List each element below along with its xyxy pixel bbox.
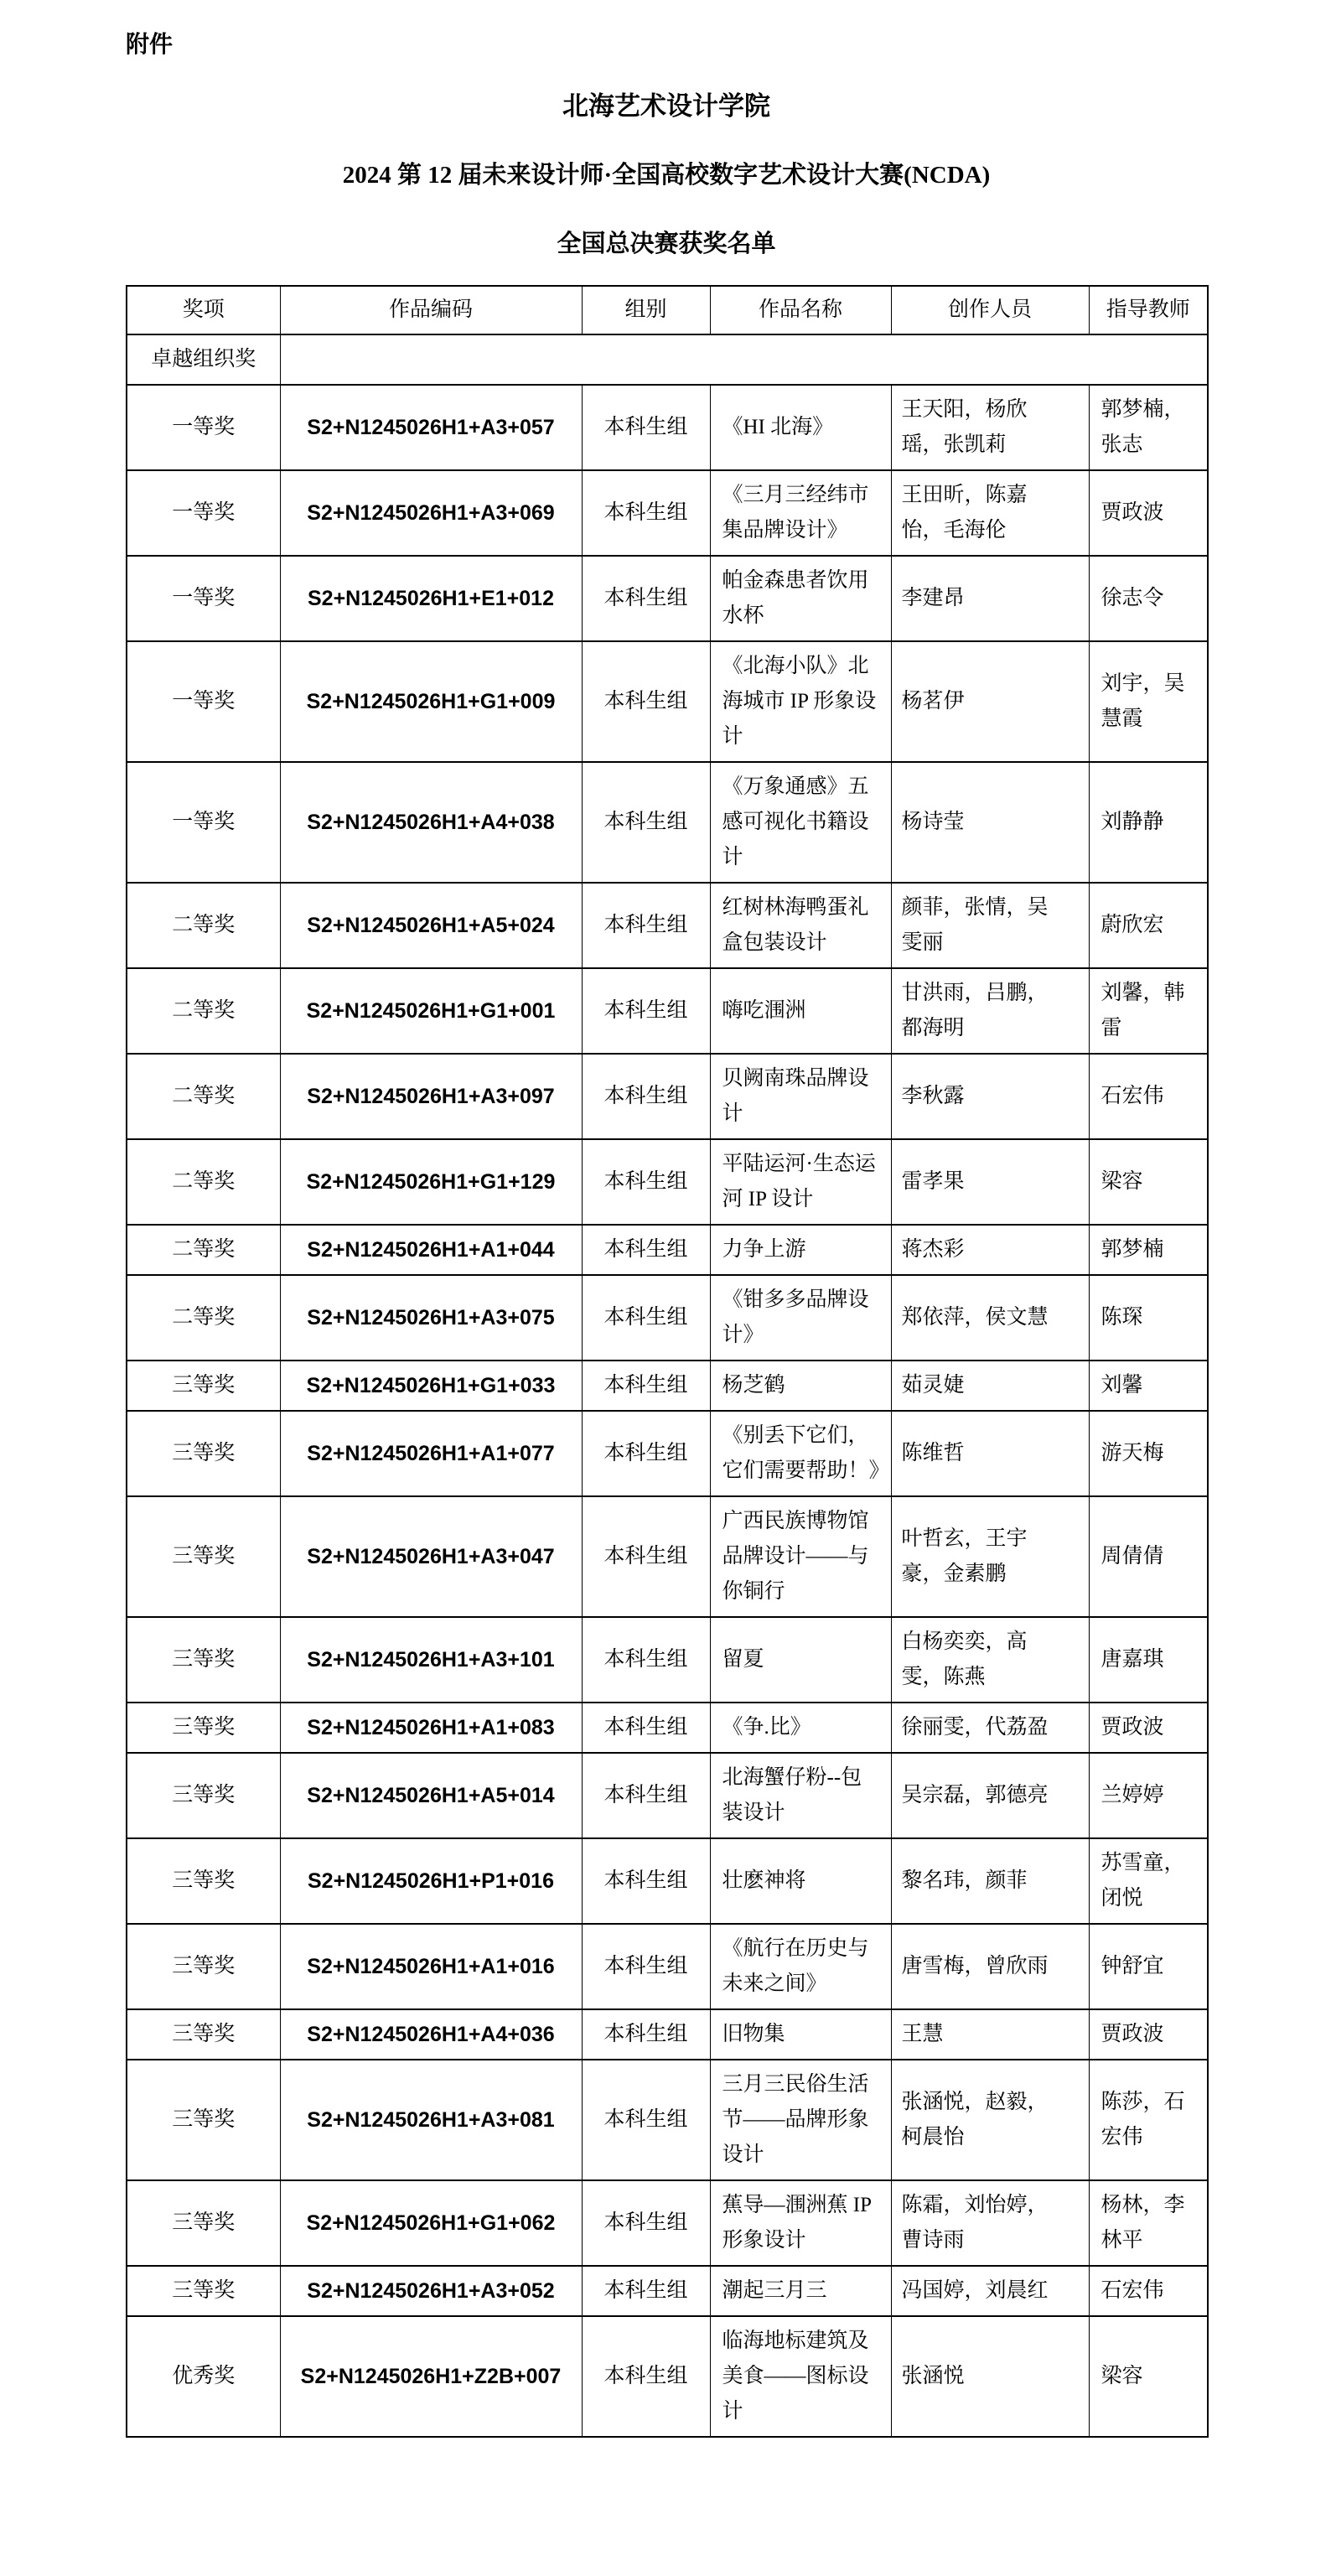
award-cell: 二等奖: [127, 1225, 280, 1275]
work-cell: 蕉导—涠洲蕉 IP 形象设计: [710, 2180, 891, 2266]
work-cell: 旧物集: [710, 2009, 891, 2060]
group-cell: 本科生组: [582, 2316, 710, 2437]
code-cell: S2+N1245026H1+A3+081: [280, 2060, 582, 2180]
work-cell: 嗨吃涠洲: [710, 968, 891, 1054]
teachers-cell: 梁容: [1089, 1139, 1208, 1225]
awards-table: [126, 285, 1209, 2438]
column-header-code: 作品编码: [280, 286, 582, 334]
teachers-cell: 陈琛: [1089, 1275, 1208, 1361]
creators-cell: 白杨奕奕，高雯，陈燕: [891, 1617, 1089, 1703]
group-cell: 本科生组: [582, 1838, 710, 1924]
table-row: [127, 470, 1208, 556]
award-cell: 一等奖: [127, 762, 280, 883]
code-cell: S2+N1245026H1+A3+047: [280, 1496, 582, 1617]
creators-cell: 雷孝果: [891, 1139, 1089, 1225]
creators-cell: 王田昕，陈嘉怡，毛海伦: [891, 470, 1089, 556]
doc-title-competition: 2024 第 12 届未来设计师·全国高校数字艺术设计大赛(NCDA): [342, 162, 991, 189]
work-cell: 临海地标建筑及美食——图标设计: [710, 2316, 891, 2437]
code-cell: S2+N1245026H1+G1+062: [280, 2180, 582, 2266]
teachers-cell: 梁容: [1089, 2316, 1208, 2437]
work-cell: 帕金森患者饮用水杯: [710, 556, 891, 641]
code-cell: S2+N1245026H1+A3+069: [280, 470, 582, 556]
creators-cell: 黎名玮，颜菲: [891, 1838, 1089, 1924]
creators-cell: 陈霜，刘怡婷，曹诗雨: [891, 2180, 1089, 2266]
teachers-cell: 贾政波: [1089, 2009, 1208, 2060]
table-row: [127, 2316, 1208, 2437]
code-cell: S2+N1245026H1+A1+044: [280, 1225, 582, 1275]
award-cell: 一等奖: [127, 385, 280, 470]
creators-cell: 茹灵婕: [891, 1361, 1089, 1411]
creators-cell: 王天阳，杨欣瑶，张凯莉: [891, 385, 1089, 470]
code-cell: S2+N1245026H1+A3+097: [280, 1054, 582, 1139]
column-header-work: 作品名称: [710, 286, 891, 334]
table-row: [127, 1617, 1208, 1703]
award-cell: 二等奖: [127, 883, 280, 968]
table-row: [127, 2060, 1208, 2180]
group-cell: 本科生组: [582, 1225, 710, 1275]
group-cell: 本科生组: [582, 883, 710, 968]
code-cell: S2+N1245026H1+A5+024: [280, 883, 582, 968]
code-cell: S2+N1245026H1+A1+016: [280, 1924, 582, 2009]
creators-cell: 颜菲，张情，吴雯丽: [891, 883, 1089, 968]
creators-cell: 蒋杰彩: [891, 1225, 1089, 1275]
teachers-cell: 唐嘉琪: [1089, 1617, 1208, 1703]
award-cell: 二等奖: [127, 1275, 280, 1361]
teachers-cell: 石宏伟: [1089, 2266, 1208, 2316]
creators-cell: 吴宗磊，郭德亮: [891, 1753, 1089, 1838]
code-cell: S2+N1245026H1+G1+009: [280, 641, 582, 762]
award-cell: 三等奖: [127, 2266, 280, 2316]
table-row: [127, 1361, 1208, 1411]
group-cell: 本科生组: [582, 1361, 710, 1411]
code-cell: S2+N1245026H1+A3+075: [280, 1275, 582, 1361]
teachers-cell: 郭梦楠，张志: [1089, 385, 1208, 470]
award-cell: 三等奖: [127, 1361, 280, 1411]
award-cell: 三等奖: [127, 1496, 280, 1617]
award-cell: 二等奖: [127, 1139, 280, 1225]
code-cell: S2+N1245026H1+A3+052: [280, 2266, 582, 2316]
teachers-cell: 徐志令: [1089, 556, 1208, 641]
group-cell: 本科生组: [582, 1496, 710, 1617]
table-row: [127, 1924, 1208, 2009]
award-cell: 三等奖: [127, 1703, 280, 1753]
work-cell: 潮起三月三: [710, 2266, 891, 2316]
work-cell: 《别丢下它们，它们需要帮助！》: [710, 1411, 891, 1496]
creators-cell: 冯国婷，刘晨红: [891, 2266, 1089, 2316]
award-cell: 三等奖: [127, 1924, 280, 2009]
teachers-cell: 蔚欣宏: [1089, 883, 1208, 968]
creators-cell: 李秋露: [891, 1054, 1089, 1139]
teachers-cell: 刘馨，韩雷: [1089, 968, 1208, 1054]
teachers-cell: 石宏伟: [1089, 1054, 1208, 1139]
work-cell: 红树林海鸭蛋礼盒包装设计: [710, 883, 891, 968]
work-cell: 《HI 北海》: [710, 385, 891, 470]
group-cell: 本科生组: [582, 641, 710, 762]
award-cell: 三等奖: [127, 2009, 280, 2060]
table-body: [127, 334, 1208, 2437]
code-cell: S2+N1245026H1+E1+012: [280, 556, 582, 641]
work-cell: 《钳多多品牌设计》: [710, 1275, 891, 1361]
code-cell: S2+N1245026H1+G1+033: [280, 1361, 582, 1411]
table-row: [127, 1054, 1208, 1139]
creators-cell: 王慧: [891, 2009, 1089, 2060]
doc-title-list: 全国总决赛获奖名单: [557, 231, 776, 257]
teachers-cell: 贾政波: [1089, 1703, 1208, 1753]
group-cell: 本科生组: [582, 1703, 710, 1753]
work-cell: 力争上游: [710, 1225, 891, 1275]
table-row: [127, 762, 1208, 883]
award-cell: 三等奖: [127, 1411, 280, 1496]
code-cell: S2+N1245026H1+A1+083: [280, 1703, 582, 1753]
table-row: [127, 2266, 1208, 2316]
column-header-creators: 创作人员: [891, 286, 1089, 334]
award-cell: 一等奖: [127, 641, 280, 762]
award-cell: 一等奖: [127, 470, 280, 556]
group-cell: 本科生组: [582, 556, 710, 641]
work-cell: 杨芝鹤: [710, 1361, 891, 1411]
group-cell: 本科生组: [582, 1411, 710, 1496]
work-cell: 《北海小队》北海城市 IP 形象设计: [710, 641, 891, 762]
creators-cell: 李建昂: [891, 556, 1089, 641]
table-row: [127, 2009, 1208, 2060]
table-row: [127, 1411, 1208, 1496]
work-cell: 贝阙南珠品牌设计: [710, 1054, 891, 1139]
group-cell: 本科生组: [582, 762, 710, 883]
doc-title-school: 北海艺术设计学院: [562, 91, 770, 121]
code-cell: S2+N1245026H1+A1+077: [280, 1411, 582, 1496]
special-row: [127, 334, 1208, 385]
group-cell: 本科生组: [582, 1924, 710, 2009]
teachers-cell: 郭梦楠: [1089, 1225, 1208, 1275]
creators-cell: 张涵悦: [891, 2316, 1089, 2437]
work-cell: 《争.比》: [710, 1703, 891, 1753]
teachers-cell: 刘宇，吴慧霞: [1089, 641, 1208, 762]
award-cell: 三等奖: [127, 1838, 280, 1924]
creators-cell: 郑依萍，侯文慧: [891, 1275, 1089, 1361]
creators-cell: 甘洪雨，吕鹏，都海明: [891, 968, 1089, 1054]
empty-cell: [280, 334, 1208, 385]
work-cell: 北海蟹仔粉--包装设计: [710, 1753, 891, 1838]
teachers-cell: 周倩倩: [1089, 1496, 1208, 1617]
table-row: [127, 883, 1208, 968]
teachers-cell: 刘馨: [1089, 1361, 1208, 1411]
table-row: [127, 556, 1208, 641]
work-cell: 广西民族博物馆品牌设计——与你铜行: [710, 1496, 891, 1617]
work-cell: 《航行在历史与未来之间》: [710, 1924, 891, 2009]
teachers-cell: 杨林，李林平: [1089, 2180, 1208, 2266]
work-cell: 三月三民俗生活节——品牌形象设计: [710, 2060, 891, 2180]
group-cell: 本科生组: [582, 1617, 710, 1703]
code-cell: S2+N1245026H1+Z2B+007: [280, 2316, 582, 2437]
table-row: [127, 1225, 1208, 1275]
award-cell: 卓越组织奖: [127, 334, 280, 385]
group-cell: 本科生组: [582, 1275, 710, 1361]
teachers-cell: 刘静静: [1089, 762, 1208, 883]
table-row: [127, 2180, 1208, 2266]
award-cell: 二等奖: [127, 1054, 280, 1139]
teachers-cell: 陈莎，石宏伟: [1089, 2060, 1208, 2180]
code-cell: S2+N1245026H1+A3+057: [280, 385, 582, 470]
attachment-label: 附件: [126, 32, 173, 58]
group-cell: 本科生组: [582, 2009, 710, 2060]
group-cell: 本科生组: [582, 385, 710, 470]
group-cell: 本科生组: [582, 2060, 710, 2180]
table-row: [127, 1139, 1208, 1225]
header-row: [127, 286, 1208, 334]
code-cell: S2+N1245026H1+G1+001: [280, 968, 582, 1054]
work-cell: 平陆运河·生态运河 IP 设计: [710, 1139, 891, 1225]
teachers-cell: 苏雪童，闭悦: [1089, 1838, 1208, 1924]
table-header: [127, 286, 1208, 334]
teachers-cell: 贾政波: [1089, 470, 1208, 556]
creators-cell: 张涵悦，赵毅，柯晨怡: [891, 2060, 1089, 2180]
teachers-cell: 钟舒宜: [1089, 1924, 1208, 2009]
column-header-teachers: 指导教师: [1089, 286, 1208, 334]
column-header-group: 组别: [582, 286, 710, 334]
award-cell: 一等奖: [127, 556, 280, 641]
creators-cell: 陈维哲: [891, 1411, 1089, 1496]
column-header-award: 奖项: [127, 286, 280, 334]
creators-cell: 叶哲玄，王宇豪，金素鹏: [891, 1496, 1089, 1617]
creators-cell: 杨诗莹: [891, 762, 1089, 883]
group-cell: 本科生组: [582, 470, 710, 556]
table-row: [127, 1496, 1208, 1617]
creators-cell: 唐雪梅，曾欣雨: [891, 1924, 1089, 2009]
group-cell: 本科生组: [582, 1139, 710, 1225]
table-row: [127, 1275, 1208, 1361]
code-cell: S2+N1245026H1+P1+016: [280, 1838, 582, 1924]
table-row: [127, 1703, 1208, 1753]
work-cell: 《万象通感》五感可视化书籍设计: [710, 762, 891, 883]
group-cell: 本科生组: [582, 1054, 710, 1139]
group-cell: 本科生组: [582, 1753, 710, 1838]
table-row: [127, 385, 1208, 470]
creators-cell: 杨茗伊: [891, 641, 1089, 762]
award-cell: 三等奖: [127, 2060, 280, 2180]
table-row: [127, 968, 1208, 1054]
award-cell: 三等奖: [127, 1617, 280, 1703]
teachers-cell: 兰婷婷: [1089, 1753, 1208, 1838]
group-cell: 本科生组: [582, 968, 710, 1054]
code-cell: S2+N1245026H1+G1+129: [280, 1139, 582, 1225]
work-cell: 留夏: [710, 1617, 891, 1703]
group-cell: 本科生组: [582, 2266, 710, 2316]
teachers-cell: 游天梅: [1089, 1411, 1208, 1496]
code-cell: S2+N1245026H1+A3+101: [280, 1617, 582, 1703]
award-cell: 二等奖: [127, 968, 280, 1054]
table-row: [127, 1753, 1208, 1838]
title-block: [126, 91, 1207, 260]
award-cell: 优秀奖: [127, 2316, 280, 2437]
work-cell: 壮麽神将: [710, 1838, 891, 1924]
award-cell: 三等奖: [127, 2180, 280, 2266]
group-cell: 本科生组: [582, 2180, 710, 2266]
code-cell: S2+N1245026H1+A4+038: [280, 762, 582, 883]
table-row: [127, 1838, 1208, 1924]
code-cell: S2+N1245026H1+A5+014: [280, 1753, 582, 1838]
work-cell: 《三月三经纬市集品牌设计》: [710, 470, 891, 556]
award-cell: 三等奖: [127, 1753, 280, 1838]
creators-cell: 徐丽雯，代荔盈: [891, 1703, 1089, 1753]
code-cell: S2+N1245026H1+A4+036: [280, 2009, 582, 2060]
table-row: [127, 641, 1208, 762]
